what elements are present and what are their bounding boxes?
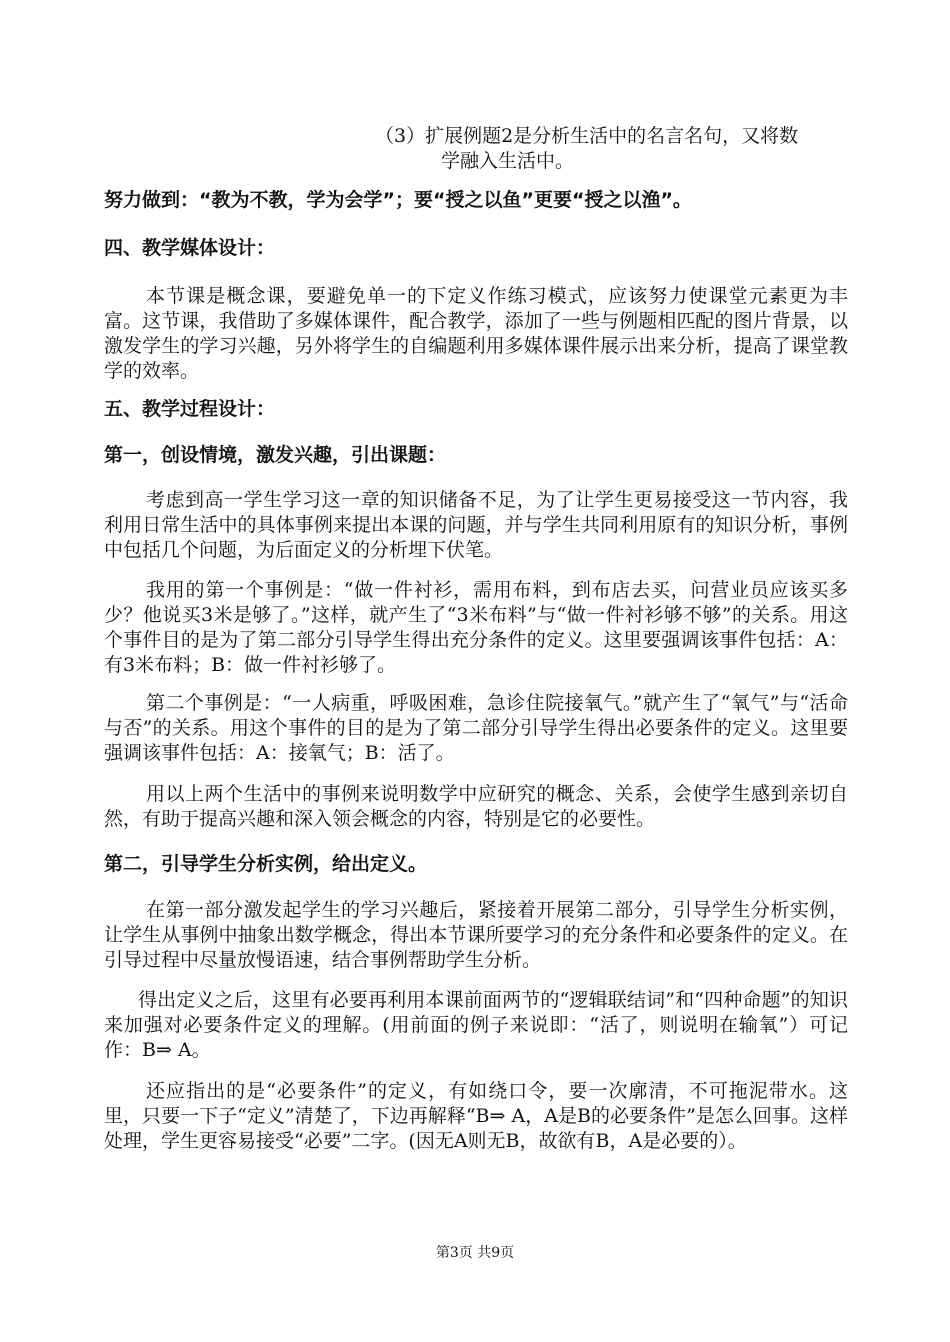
part1-heading: 第一，创设情境，激发兴趣，引出课题： [104, 444, 447, 466]
part2-paragraph-3: 还应指出的是“必要条件”的定义，有如绕口令，要一次廓清，不可拖泥带水。这里，只要一下子“定义”清楚了，下边再解释“B⇒ A，A是B的必要条件”是怎么回事。这样处理，学生更容易接受“必要”二字。(因无A则无B，故欲有B，A是必要的）。 [104, 1080, 848, 1152]
section5-heading: 五、教学过程设计： [104, 398, 276, 420]
part1-paragraph-1: 考虑到高一学生学习这一章的知识储备不足，为了让学生更易接受这一节内容，我利用日常生活中的具体事例来提出本课的问题，并与学生共同利用原有的知识分析，事例中包括几个问题，为后面定义的分析埋下伏笔。 [104, 489, 848, 561]
page-number-footer: 第3页 共9页 [435, 1245, 515, 1261]
motto-statement: 努力做到：“教为不教，学为会学”；要“授之以鱼”更要“授之以渔”。 [104, 189, 692, 211]
part1-paragraph-2: 我用的第一个事例是：“做一件衬衫，需用布料，到布店去买，问营业员应该买多少？他说买3米是够了。”这样，就产生了“3米布料”与“做一件衬衫够不够”的关系。用这个事件目的是为了第二部分引导学生得出充分条件的定义。这里要强调该事件包括：A：有3米布料；B：做一件衬衫够了。 [104, 579, 848, 676]
part1-paragraph-3: 第二个事例是：“一人病重，呼吸困难，急诊住院接氧气。”就产生了“氧气”与“活命与否”的关系。用这个事件的目的是为了第二部分引导学生得出必要条件的定义。这里要强调该事件包括：A：接氧气；B：活了。 [104, 692, 848, 764]
part2-paragraph-1: 在第一部分激发起学生的学习兴趣后，紧接着开展第二部分，引导学生分析实例，让学生从事例中抽象出数学概念，得出本节课所要学习的充分条件和必要条件的定义。在引导过程中尽量放慢语速，结合事例帮助学生分析。 [104, 899, 848, 971]
section4-paragraph: 本节课是概念课，要避免单一的下定义作练习模式，应该努力使课堂元素更为丰富。这节课，我借助了多媒体课件，配合教学，添加了一些与例题相匹配的图片背景，以激发学生的学习兴趣，另外将学生的自编题利用多媒体课件展示出来分析，提高了课堂教学的效率。 [104, 285, 848, 382]
list-item-3 [375, 124, 850, 174]
list-item-3-line1: （3）扩展例题2是分析生活中的名言名句，又将数 [375, 125, 799, 147]
list-item-3-line2: 学融入生活中。 [441, 150, 575, 172]
part2-heading: 第二，引导学生分析实例，给出定义。 [104, 853, 428, 875]
part1-paragraph-4: 用以上两个生活中的事例来说明数学中应研究的概念、关系，会使学生感到亲切自然，有助于提高兴趣和深入领会概念的内容，特别是它的必要性。 [104, 783, 848, 830]
part2-paragraph-2: 得出定义之后，这里有必要再利用本课前面两节的“逻辑联结词”和“四种命题”的知识来加强对必要条件定义的理解。(用前面的例子来说即：“活了，则说明在输氧”）可记作：B⇒ A。 [104, 989, 848, 1061]
section4-heading: 四、教学媒体设计： [104, 237, 276, 259]
